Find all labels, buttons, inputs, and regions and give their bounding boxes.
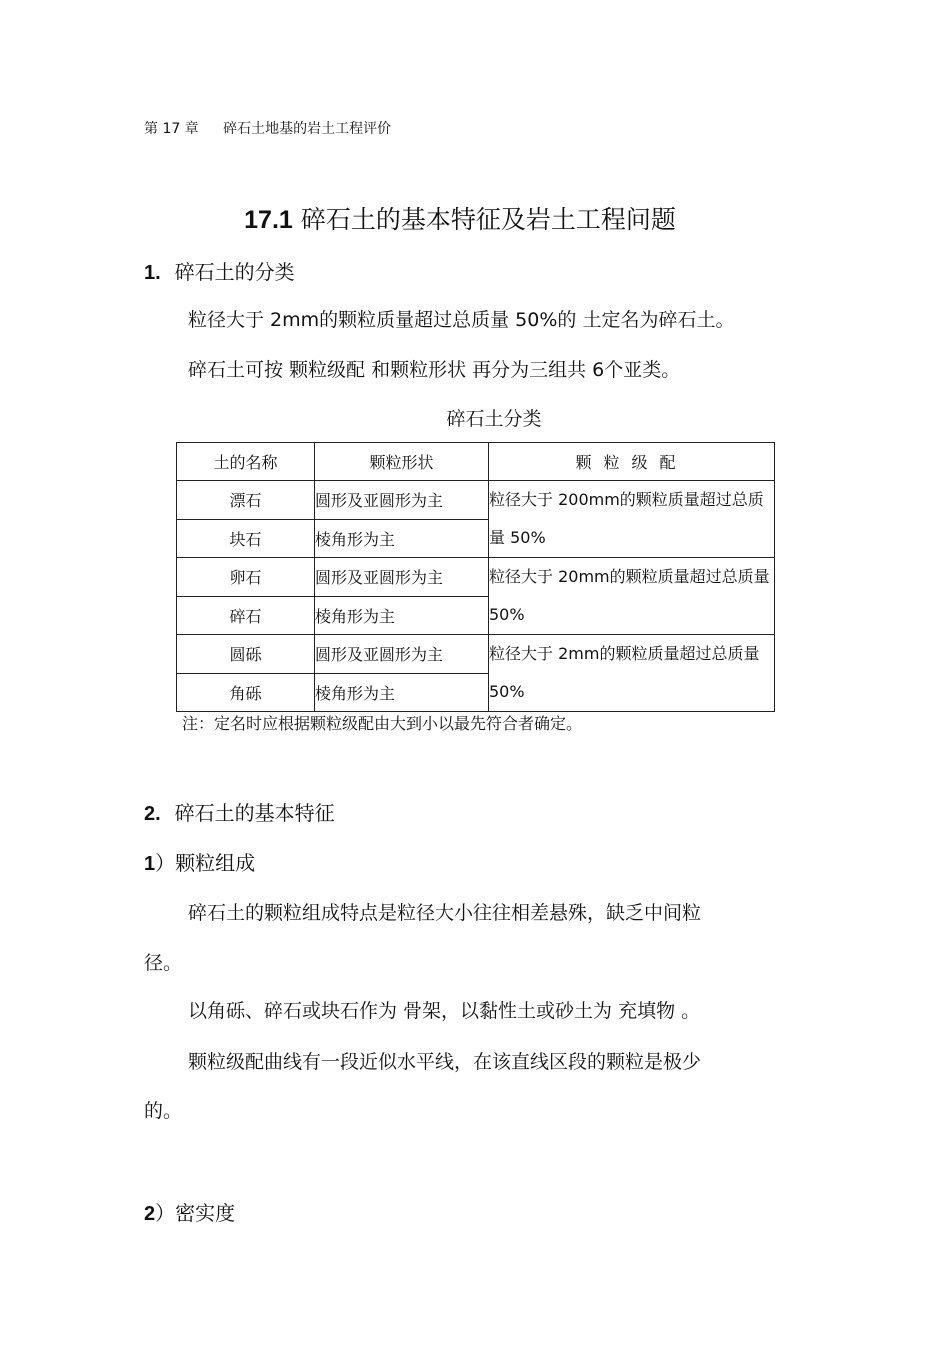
table-note: 注：定名时应根据颗粒级配由大到小以最先符合者确定。 [182,714,583,733]
section-title-text: 碎石土的基本特征及岩土工程问题 [300,205,676,234]
cell-grade: 粒径大于 20mm的颗粒质量超过总质量50% [489,558,775,635]
section-title [0,200,920,236]
subheading-number: 2 [144,1203,156,1225]
paragraph-skeleton: 以角砾、碎石或块石作为 骨架，以黏性土或砂土为 充填物 。 [188,1000,701,1022]
paragraph-composition-line1: 碎石土的颗粒组成特点是粒径大小往往相差悬殊，缺乏中间粒 [188,902,702,924]
cell-soil-name: 卵石 [177,558,315,597]
cell-shape: 圆形及亚圆形为主 [315,558,489,597]
cell-shape: 棱角形为主 [315,673,489,712]
column-header-name: 土的名称 [177,443,315,481]
paragraph-subclass: 碎石土可按 颗粒级配 和颗粒形状 再分为三组共 6个亚类。 [188,359,681,381]
chapter-number: 第 17 章 [144,121,199,137]
heading-characteristics [144,797,335,826]
cell-soil-name: 圆砾 [177,635,315,674]
table-caption: 碎石土分类 [446,408,542,430]
cell-shape: 圆形及亚圆形为主 [315,635,489,674]
subheading-number: 1 [144,853,156,875]
paragraph-gradation-line2: 的。 [144,1100,183,1122]
heading-classification [144,256,295,285]
cell-soil-name: 漂石 [177,481,315,520]
heading-text: 碎石土的分类 [174,260,295,284]
paragraph-definition: 粒径大于 2mm的颗粒质量超过总质量 50%的 土定名为碎石土。 [188,309,735,331]
paragraph-gradation-line1: 颗粒级配曲线有一段近似水平线，在该直线区段的颗粒是极少 [188,1051,702,1073]
subheading-particle-composition [144,847,255,876]
cell-shape: 棱角形为主 [315,519,489,558]
paragraph-composition-line2: 径。 [144,952,183,974]
cell-grade: 粒径大于 2mm的颗粒质量超过总质量50% [489,635,775,712]
heading-number: 2. [144,803,161,825]
heading-text: 碎石土的基本特征 [174,801,335,825]
cell-grade: 粒径大于 200mm的颗粒质量超过总质量 50% [489,481,775,558]
classification-table [176,442,775,712]
cell-soil-name: 角砾 [177,673,315,712]
cell-soil-name: 碎石 [177,596,315,635]
table-row [177,481,775,520]
table-row [177,558,775,597]
cell-shape: 圆形及亚圆形为主 [315,481,489,520]
table-row [177,635,775,674]
chapter-title: 碎石土地基的岩土工程评价 [223,121,392,137]
cell-shape: 棱角形为主 [315,596,489,635]
column-header-shape: 颗粒形状 [315,443,489,481]
cell-soil-name: 块石 [177,519,315,558]
chapter-header [144,118,391,138]
table-header-row [177,443,775,481]
subheading-density [144,1197,235,1226]
heading-number: 1. [144,262,161,284]
subheading-text: ）密实度 [155,1201,236,1225]
column-header-grade: 颗粒级配 [489,443,775,481]
section-number: 17.1 [244,206,293,234]
subheading-text: ）颗粒组成 [155,851,256,875]
